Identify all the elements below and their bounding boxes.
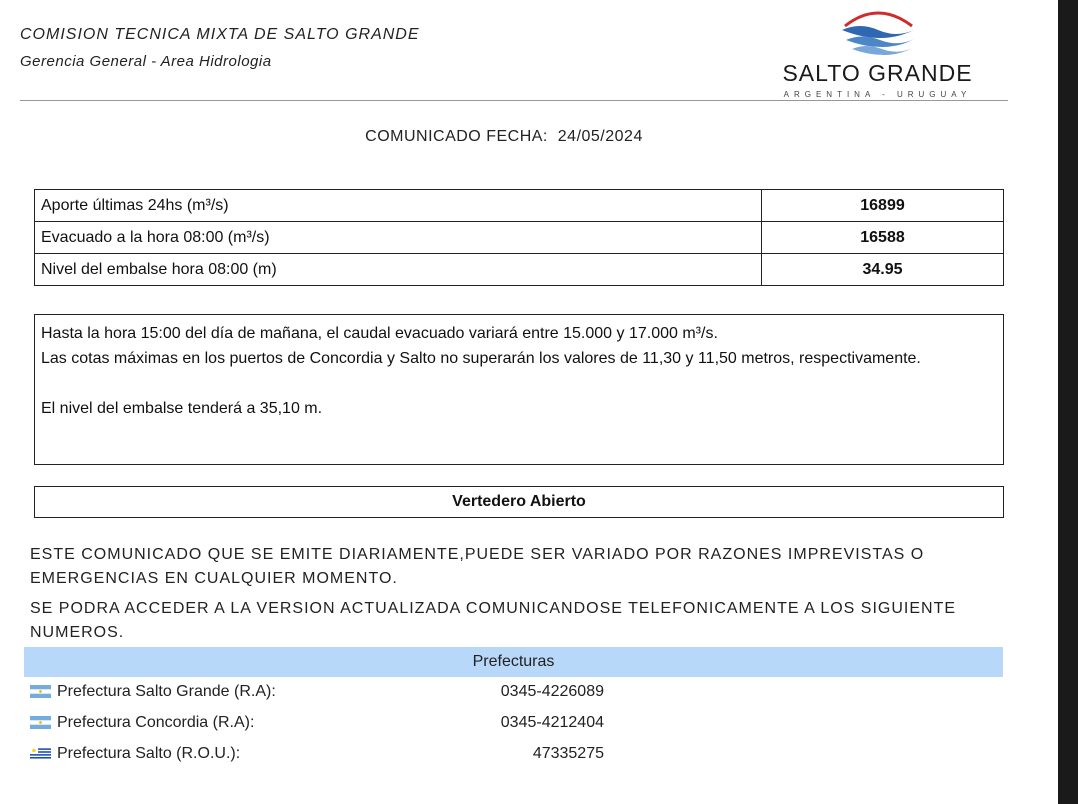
- row-value: 16588: [762, 222, 1004, 254]
- forecast-line-1: Hasta la hora 15:00 del día de mañana, el caudal evacuado variará entre 15.000 y 17.000 m³/s.: [41, 325, 718, 342]
- prefectura-phone[interactable]: 47335275: [532, 745, 604, 762]
- prefectura-row: [30, 710, 650, 736]
- prefectura-name: Prefectura Salto (R.O.U.):: [57, 745, 241, 762]
- prefectura-row: [30, 741, 650, 767]
- communique-date: [0, 128, 1008, 146]
- spillway-status: Vertedero Abierto: [34, 486, 1004, 518]
- notice-contact: SE PODRA ACCEDER A LA VERSION ACTUALIZADA COMUNICANDOSE TELEFONICAMENTE A LOS SIGUIENTE NUMEROS.: [30, 600, 957, 641]
- logo-subtitle: ARGENTINA - URUGUAY: [783, 90, 972, 99]
- row-label: Nivel del embalse hora 08:00 (m): [35, 254, 762, 286]
- forecast-box: [34, 314, 1004, 465]
- row-label: Evacuado a la hora 08:00 (m³/s): [35, 222, 762, 254]
- table-row: [35, 254, 1004, 286]
- prefectura-phone[interactable]: 0345-4212404: [500, 714, 604, 731]
- row-value: 16899: [762, 190, 1004, 222]
- prefecturas-header: Prefecturas: [24, 647, 1003, 677]
- communique-date-value: 24/05/2024: [557, 128, 643, 145]
- organization-name: COMISION TECNICA MIXTA DE SALTO GRANDE: [20, 26, 420, 43]
- viewer-edge-strip: [1058, 0, 1078, 804]
- row-label: Aporte últimas 24hs (m³/s): [35, 190, 762, 222]
- forecast-line-2: Las cotas máximas en los puertos de Concordia y Salto no superarán los valores de 11,30 y 11,50 metros, respectivamente.: [41, 350, 921, 367]
- prefectura-name: Prefectura Concordia (R.A):: [57, 714, 255, 731]
- department-name: Gerencia General - Area Hidrologia: [20, 53, 272, 70]
- table-row: [35, 190, 1004, 222]
- notice-variation: ESTE COMUNICADO QUE SE EMITE DIARIAMENTE,PUEDE SER VARIADO POR RAZONES IMPREVISTAS O EMERGENCIAS EN CUALQUIER MOMENTO.: [30, 546, 925, 587]
- uruguay-flag-icon: [30, 747, 51, 760]
- table-row: [35, 222, 1004, 254]
- prefectura-phone[interactable]: 0345-4226089: [500, 683, 604, 700]
- forecast-spacer: [41, 371, 997, 396]
- header-divider: [20, 100, 1008, 101]
- row-value: 34.95: [762, 254, 1004, 286]
- logo-name: SALTO GRANDE: [782, 60, 973, 86]
- argentina-flag-icon: [30, 716, 51, 729]
- prefectura-row: [30, 679, 650, 705]
- argentina-flag-icon: [30, 685, 51, 698]
- communique-label: COMUNICADO FECHA:: [365, 128, 548, 145]
- prefectura-name: Prefectura Salto Grande (R.A):: [57, 683, 276, 700]
- salto-grande-logo: [770, 8, 985, 100]
- forecast-line-3: El nivel del embalse tenderá a 35,10 m.: [41, 400, 323, 417]
- hydro-values-table: [34, 189, 1004, 286]
- salto-grande-logo-icon: [770, 8, 985, 64]
